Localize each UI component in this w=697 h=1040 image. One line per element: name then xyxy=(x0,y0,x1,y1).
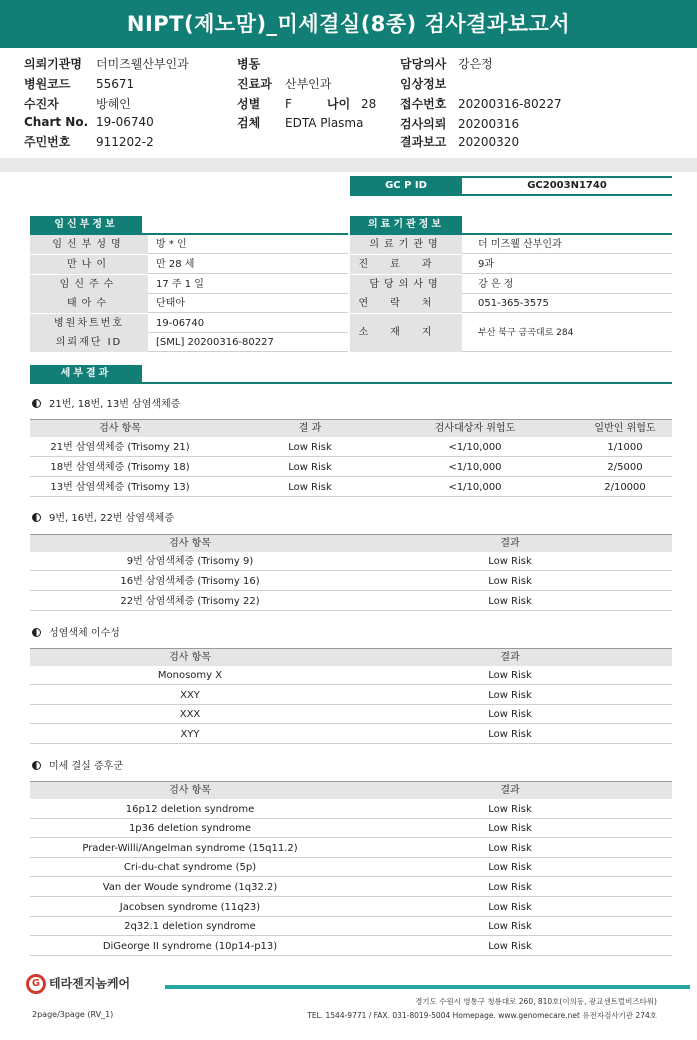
table-header: 검사 항목 결과 xyxy=(30,648,672,666)
company-name: 테라젠지놈케어 xyxy=(49,976,131,991)
header-age: 나이 28 xyxy=(327,97,377,111)
pregnancy-row-fetus: 태아수 단태아 xyxy=(30,294,348,313)
table-row: 16p12 deletion syndrome Low Risk xyxy=(30,800,672,819)
table-row: 1p36 deletion syndrome Low Risk xyxy=(30,819,672,838)
report-title: NIPT(제노맘)_미세결실(8종) 검사결과보고서 xyxy=(0,0,697,48)
table-row: 18번 삼염색체증 (Trisomy 18) Low Risk <1/10,000 2/5000 xyxy=(30,458,672,477)
table-row: 22번 삼염색체증 (Trisomy 22) Low Risk xyxy=(30,592,672,611)
table-header: 검사 항목 결 과 검사대상자 위험도 일반인 위험도 xyxy=(30,419,672,437)
results-line xyxy=(30,382,672,384)
section1-title: 21번, 18번, 13번 삼염색체증 xyxy=(32,395,180,410)
header-chart-no: Chart No. 19-06740 xyxy=(24,115,154,129)
half-circle-icon xyxy=(32,628,41,637)
header-receipt-no: 접수번호 20200316-80227 xyxy=(400,97,562,111)
section3-title: 성염색체 이수성 xyxy=(32,624,120,639)
table-row: 9번 삼염색체증 (Trisomy 9) Low Risk xyxy=(30,552,672,571)
table-row: Van der Woude syndrome (1q32.2) Low Risk xyxy=(30,878,672,897)
table-row: Prader-Willi/Angelman syndrome (15q11.2) Low Risk xyxy=(30,839,672,858)
half-circle-icon xyxy=(32,513,41,522)
header-institution: 의뢰기관명 더미즈웰산부인과 xyxy=(24,57,189,71)
footer-divider xyxy=(165,985,690,989)
section2-title: 9번, 16번, 22번 삼염색체증 xyxy=(32,509,174,524)
page-number: 2page/3page (RV_1) xyxy=(32,1010,114,1019)
table-row: XXX Low Risk xyxy=(30,705,672,724)
institution-info-tag: 의료기관정보 xyxy=(350,216,462,234)
pregnancy-row-age: 만나이 만 28 세 xyxy=(30,255,348,274)
gcp-id-value: GC2003N1740 xyxy=(462,176,672,196)
table-row: Cri-du-chat syndrome (5p) Low Risk xyxy=(30,858,672,877)
pregnancy-row-chart: 병원차트번호 19-06740 xyxy=(30,314,348,333)
header-department: 진료과 산부인과 xyxy=(237,77,332,91)
footer-address: 경기도 수원시 영통구 청룡대로 260, 810호(이의동, 광교센트럴비즈타워) xyxy=(415,997,657,1006)
patient-header xyxy=(0,48,697,158)
footer-contact: TEL. 1544-9771 / FAX. 031-8019-5004 Homepage. www.genomecare.net 유전자검사기관 274호 xyxy=(307,1011,657,1020)
section4-title: 미세 결실 증후군 xyxy=(32,757,123,772)
pregnancy-row-weeks: 임신주수 17 주 1 일 xyxy=(30,275,348,294)
header-clinical-info: 임상정보 xyxy=(400,77,447,91)
header-resident-no: 주민번호 911202-2 xyxy=(24,135,154,149)
institution-row-department: 진료과 9과 xyxy=(350,255,672,274)
header-ward: 병동 xyxy=(237,57,261,71)
table-row: Monosomy X Low Risk xyxy=(30,666,672,685)
table-row: XXY Low Risk xyxy=(30,686,672,705)
gcp-id-label: GC P ID xyxy=(350,176,462,196)
table-row: 16번 삼염색체증 (Trisomy 16) Low Risk xyxy=(30,572,672,591)
table-row: DiGeorge II syndrome (10p14-p13) Low Risk xyxy=(30,937,672,956)
half-circle-icon xyxy=(32,761,41,770)
institution-row-contact: 연락처 051-365-3575 xyxy=(350,294,672,313)
institution-row-address: 소재지 부산 북구 금곡대로 284 xyxy=(350,314,672,352)
pregnancy-row-request-id: 의뢰재단 ID [SML] 20200316-80227 xyxy=(30,333,348,352)
table-header: 검사 항목 결과 xyxy=(30,534,672,552)
table-row: 2q32.1 deletion syndrome Low Risk xyxy=(30,917,672,936)
header-report-date: 결과보고 20200320 xyxy=(400,135,520,149)
header-specimen: 검체 EDTA Plasma xyxy=(237,116,364,130)
table-row: Jacobsen syndrome (11q23) Low Risk xyxy=(30,898,672,917)
pregnancy-row-name: 임신부성명 방 * 인 xyxy=(30,235,348,254)
table-row: XYY Low Risk xyxy=(30,725,672,744)
table-row: 13번 삼염색체증 (Trisomy 13) Low Risk <1/10,000 2/10000 xyxy=(30,478,672,497)
company-logo xyxy=(26,974,130,994)
header-hospital-code: 병원코드 55671 xyxy=(24,77,135,91)
institution-row-name: 의료기관명 더 미즈웰 산부인과 xyxy=(350,235,672,254)
pregnancy-info-tag: 임신부정보 xyxy=(30,216,142,234)
half-circle-icon xyxy=(32,399,41,408)
header-separator xyxy=(0,158,697,172)
table-row: 21번 삼염색체증 (Trisomy 21) Low Risk <1/10,000 1/1000 xyxy=(30,438,672,457)
header-request-date: 검사의뢰 20200316 xyxy=(400,117,520,131)
table-header: 검사 항목 결과 xyxy=(30,781,672,799)
header-patient: 수진자 방혜인 xyxy=(24,97,131,111)
header-sex: 성별 F xyxy=(237,97,292,111)
header-doctor: 담당의사 강은정 xyxy=(400,57,493,71)
results-tag: 세부결과 xyxy=(30,365,142,383)
institution-row-doctor: 담당의사명 강 은 정 xyxy=(350,275,672,294)
logo-mark-icon: G xyxy=(26,974,46,994)
